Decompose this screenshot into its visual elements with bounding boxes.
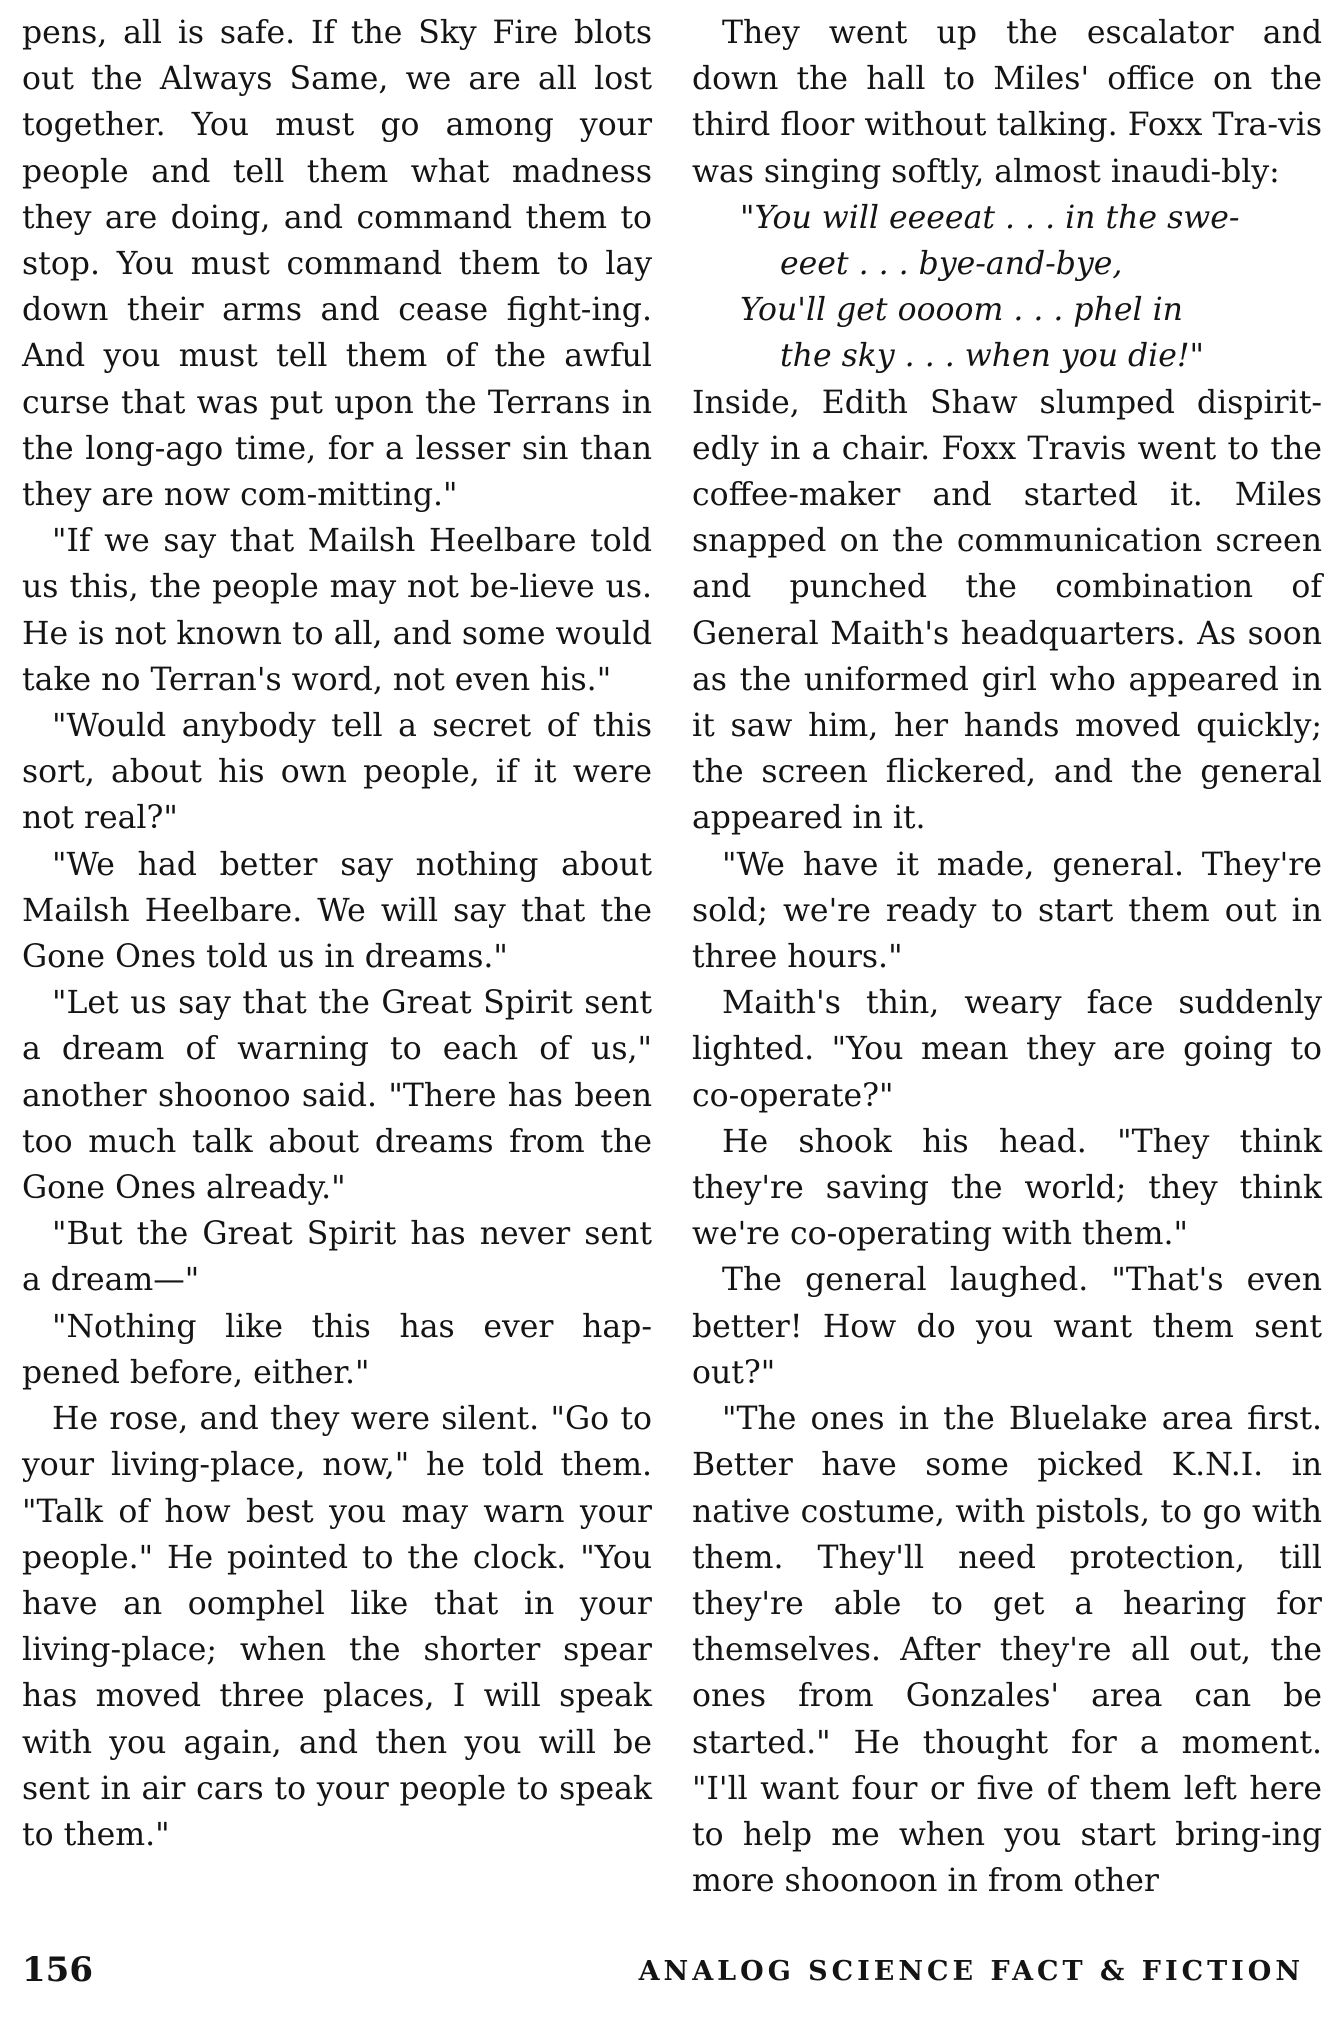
right-column <box>692 10 1322 1904</box>
paragraph: "We had better say nothing about Mailsh Heelbare. We will say that the Gone Ones told us in dreams." <box>22 846 652 976</box>
left-column <box>22 10 652 1858</box>
paragraph: Maith's thin, weary face suddenly lighted. "You mean they are going to co-operate?" <box>692 985 1322 1114</box>
song-verse <box>692 195 1322 380</box>
running-footer-title: ANALOG SCIENCE FACT & FICTION <box>638 1956 1304 1987</box>
song-line: the sky . . . when you die!" <box>780 338 1205 375</box>
paragraph: He shook his head. "They think they're saving the world; they think we're co-operating with them." <box>692 1123 1322 1253</box>
paragraph: He rose, and they were silent. "Go to your living-place, now," he told them. "Talk of how best you may warn your people." He pointed to the clock. "You have an oomphel like that in your living-place; when the shorter spear has moved three places, I will speak with you again, and then you will be sent in air cars to your people to speak to them." <box>22 1401 652 1853</box>
paragraph: "But the Great Spirit has never sent a dream—" <box>22 1216 652 1299</box>
paragraph: The general laughed. "That's even better! How do you want them sent out?" <box>692 1262 1322 1391</box>
paragraph: "If we say that Mailsh Heelbare told us this, the people may not be-lieve us. He is not known to all, and some would take no Terran's word, not even his." <box>22 523 652 698</box>
paragraph: "Let us say that the Great Spirit sent a dream of warning to each of us," another shoonoo said. "There has been too much talk about dreams from the Gone Ones already." <box>22 985 652 1207</box>
song-line: You'll get oooom . . . phel in <box>740 292 1183 329</box>
paragraph: "We have it made, general. They're sold; we're ready to start them out in three hours." <box>692 846 1322 976</box>
paragraph: "Nothing like this has ever hap-pened before, either." <box>22 1308 652 1391</box>
song-line: "You will eeeeat . . . in the swe- <box>740 199 1240 236</box>
paragraph: Inside, Edith Shaw slumped dispirit-edly in a chair. Foxx Travis went to the coffee-maker and started it. Miles snapped on the communication screen and punched the combination of General Maith's headquarters. As soon as the uniformed girl who appeared in it saw him, her hands moved quickly; the screen flickered, and the general appeared in it. <box>692 384 1322 837</box>
page-number: 156 <box>22 1950 93 1990</box>
song-line: eeet . . . bye-and-bye, <box>780 246 1123 283</box>
paragraph: They went up the escalator and down the hall to Miles' office on the third floor without talking. Foxx Tra-vis was singing softly, almost inaudi-bly: <box>692 15 1322 190</box>
paragraph: pens, all is safe. If the Sky Fire blots out the Always Same, we are all lost together. You must go among your people and tell them what madness they are doing, and command them to stop. You must command them to lay down their arms and cease fight-ing. And you must tell them of the awful curse that was put upon the Terrans in the long-ago time, for a lesser sin than they are now com-mitting." <box>22 15 652 514</box>
paragraph: "Would anybody tell a secret of this sort, about his own people, if it were not real?" <box>22 708 652 837</box>
paragraph: "The ones in the Bluelake area first. Better have some picked K.N.I. in native costume, with pistols, to go with them. They'll need protection, till they're able to get a hearing for themselves. After they're all out, the ones from Gonzales' area can be started." He thought for a moment. "I'll want four or five of them left here to help me when you start bring-ing more shoonoon in from other <box>692 1401 1322 1900</box>
